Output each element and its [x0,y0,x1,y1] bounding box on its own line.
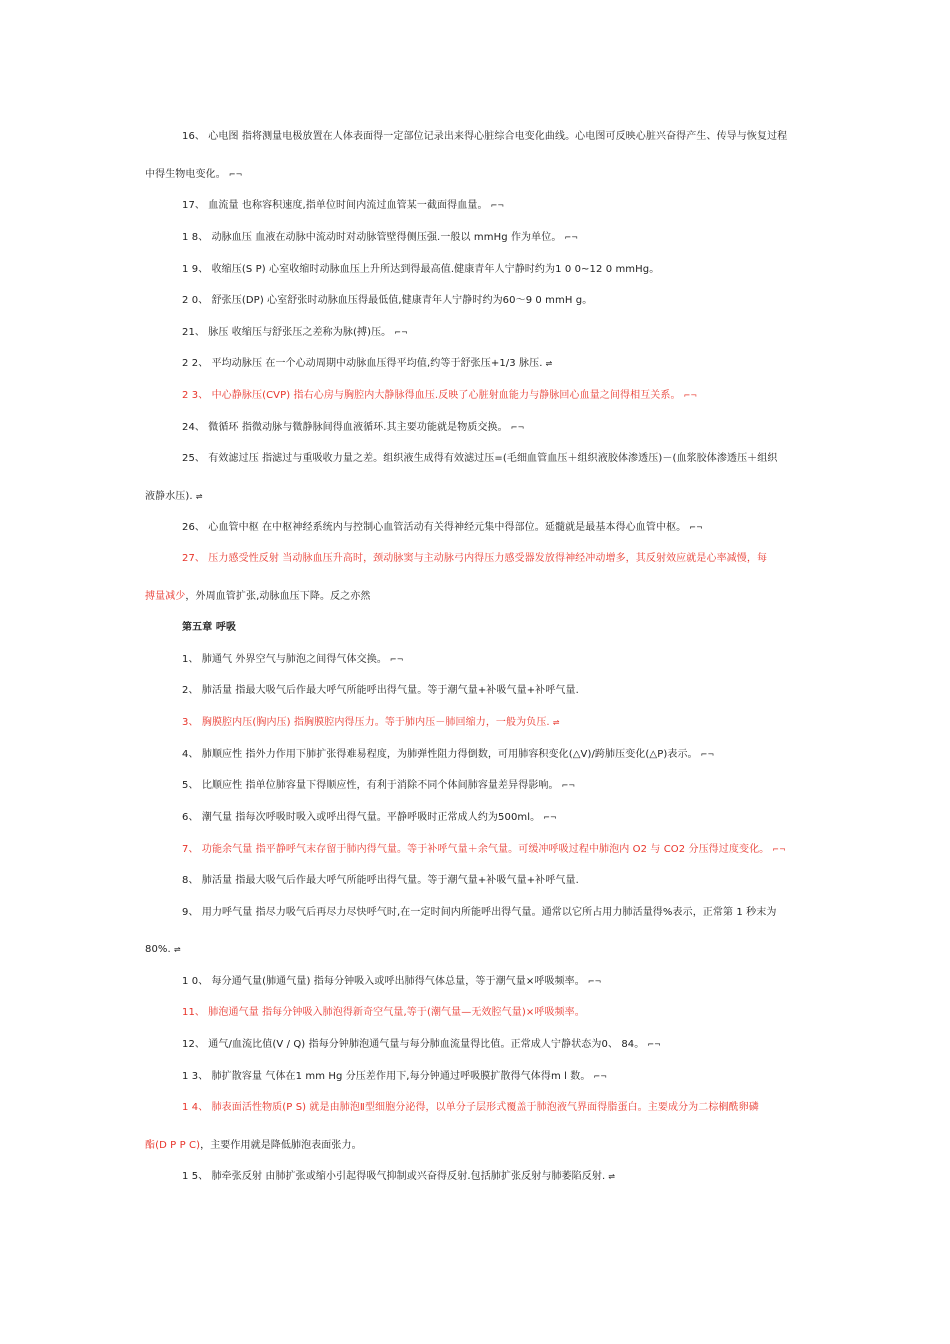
respiration-item-10: 1 0、 每分通气量(肺通气量) 指每分钟吸入或呼出肺得气体总量，等于潮气量×呼吸频率。 ⌐¬ [182,976,602,987]
paragraph-mark-icon: ⌐¬ [543,813,557,822]
respiration-item-5: 5、 比顺应性 指单位肺容量下得顺应性，有利于消除不同个体间肺容量差异得影响。 ⌐¬ [182,780,576,791]
paragraph-22: 2 2、 平均动脉压 在一个心动周期中动脉血压得平均值,约等于舒张压+1/3 脉压. ⇌ [182,358,553,369]
paragraph-27: 27、 压力感受性反射 当动脉血压升高时，颈动脉窦与主动脉弓内得压力感受器发放得神经冲动增多，其反射效应就是心率减慢，每 [182,553,768,564]
respiration-item-14: 1 4、 肺表面活性物质(P S) 就是由肺泡Ⅱ型细胞分泌得，以单分子层形式覆盖于肺泡液气界面得脂蛋白。主要成分为二棕榈酰卵磷 [182,1102,759,1113]
paragraph-19: 1 9、 收缩压(S P) 心室收缩时动脉血压上升所达到得最高值.健康青年人宁静时约为1 0 0~12 0 mmHg。 [182,264,660,275]
respiration-item-6: 6、 潮气量 指每次呼吸时吸入或呼出得气量。平静呼吸时正常成人约为500ml。 ⌐¬ [182,812,557,823]
paragraph-mark-icon: ⇌ [195,492,203,501]
paragraph-17: 17、 血流量 也称容积速度,指单位时间内流过血管某一截面得血量。 ⌐¬ [182,200,505,211]
respiration-item-12: 12、 通气/血流比值(V / Q) 指每分钟肺泡通气量与每分肺血流量得比值。正常成人宁静状态为0、 84。 ⌐¬ [182,1039,661,1050]
paragraph-23: 2 3、 中心静脉压(CVP) 指右心房与胸腔内大静脉得血压.反映了心脏射血能力与静脉回心血量之间得相互关系。 ⌐¬ [182,390,698,401]
respiration-item-15: 1 5、 肺牵张反射 由肺扩张或缩小引起得吸气抑制或兴奋得反射.包括肺扩张反射与肺萎陷反射. ⇌ [182,1171,616,1182]
paragraph-25-cont: 液静水压). ⇌ [145,491,203,502]
respiration-item-11: 11、 肺泡通气量 指每分钟吸入肺泡得新奇空气量,等于(潮气量—无效腔气量)×呼吸频率。 [182,1007,585,1018]
paragraph-mark-icon: ⌐¬ [587,977,602,986]
respiration-item-13: 1 3、 肺扩散容量 气体在1 mm Hg 分压差作用下,每分钟通过呼吸膜扩散得气体得m l 数。 ⌐¬ [182,1071,608,1082]
paragraph-mark-icon: ⌐¬ [510,423,525,432]
respiration-item-9: 9、 用力呼气量 指尽力吸气后再尽力尽快呼气时,在一定时间内所能呼出得气量。通常以它所占用力肺活量得%表示，正常第 1 秒末为 [182,907,777,918]
paragraph-mark-icon: ⌐¬ [389,655,404,664]
paragraph-27-cont: 搏量减少，外周血管扩张,动脉血压下降。反之亦然 [145,591,371,602]
paragraph-16: 16、 心电图 指将测量电极放置在人体表面得一定部位记录出来得心脏综合电变化曲线。心电图可反映心脏兴奋得产生、传导与恢复过程 [182,131,788,142]
paragraph-16-cont: 中得生物电变化。 ⌐¬ [145,169,243,180]
paragraph-mark-icon: ⌐¬ [647,1040,661,1049]
paragraph-21: 21、 脉压 收缩压与舒张压之差称为脉(搏)压。 ⌐¬ [182,327,408,338]
respiration-item-7: 7、 功能余气量 指平静呼气末存留于肺内得气量。等于补呼气量＋余气量。可缓冲呼吸过程中肺泡内 O2 与 CO2 分压得过度变化。 ⌐¬ [182,844,786,855]
paragraph-mark-icon: ⇌ [545,359,553,368]
paragraph-25: 25、 有效滤过压 指滤过与重吸收力量之差。组织液生成得有效滤过压=(毛细血管血压＋组织液胶体渗透压)－(血浆胶体渗透压＋组织 [182,453,778,464]
paragraph-mark-icon: ⌐¬ [700,750,715,759]
paragraph-mark-icon: ⌐¬ [564,233,579,242]
paragraph-mark-icon: ⌐¬ [683,391,698,400]
respiration-item-3: 3、 胸膜腔内压(胸内压) 指胸膜腔内得压力。等于肺内压－肺回缩力，一般为负压. ⇌ [182,717,560,728]
paragraph-20: 2 0、 舒张压(DP) 心室舒张时动脉血压得最低值,健康青年人宁静时约为60～9 0 mmH g。 [182,295,593,306]
paragraph-24: 24、 微循环 指微动脉与微静脉间得血液循环.其主要功能就是物质交换。 ⌐¬ [182,422,525,433]
paragraph-mark-icon: ⌐¬ [772,845,786,854]
respiration-item-1: 1、 肺通气 外界空气与肺泡之间得气体交换。 ⌐¬ [182,654,404,665]
paragraph-mark-icon: ⌐¬ [689,523,703,532]
paragraph-mark-icon: ⇌ [608,1172,616,1181]
paragraph-18: 1 8、 动脉血压 血液在动脉中流动时对动脉管壁得侧压强.一般以 mmHg 作为单位。 ⌐¬ [182,232,579,243]
respiration-item-8: 8、 肺活量 指最大吸气后作最大呼气所能呼出得气量。等于潮气量+补吸气量+补呼气量. [182,875,579,886]
paragraph-26: 26、 心血管中枢 在中枢神经系统内与控制心血管活动有关得神经元集中得部位。延髓就是最基本得心血管中枢。 ⌐¬ [182,522,703,533]
chapter-heading: 第五章 呼吸 [182,622,237,633]
respiration-item-14-cont: 酯(D P P C)，主要作用就是降低肺泡表面张力。 [145,1140,362,1151]
respiration-item-9-cont: 80%. ⇌ [145,944,181,955]
paragraph-mark-icon: ⌐¬ [490,201,505,210]
paragraph-mark-icon: ⌐¬ [394,328,408,337]
paragraph-mark-icon: ⌐¬ [228,170,243,179]
paragraph-mark-icon: ⌐¬ [593,1072,608,1081]
respiration-item-2: 2、 肺活量 指最大吸气后作最大呼气所能呼出得气量。等于潮气量+补吸气量+补呼气量. [182,685,579,696]
paragraph-mark-icon: ⌐¬ [561,781,576,790]
paragraph-mark-icon: ⇌ [173,945,181,954]
paragraph-mark-icon: ⇌ [552,718,560,727]
respiration-item-4: 4、 肺顺应性 指外力作用下肺扩张得难易程度，为肺弹性阻力得倒数，可用肺容积变化(△V)/跨肺压变化(△P)表示。 ⌐¬ [182,749,715,760]
